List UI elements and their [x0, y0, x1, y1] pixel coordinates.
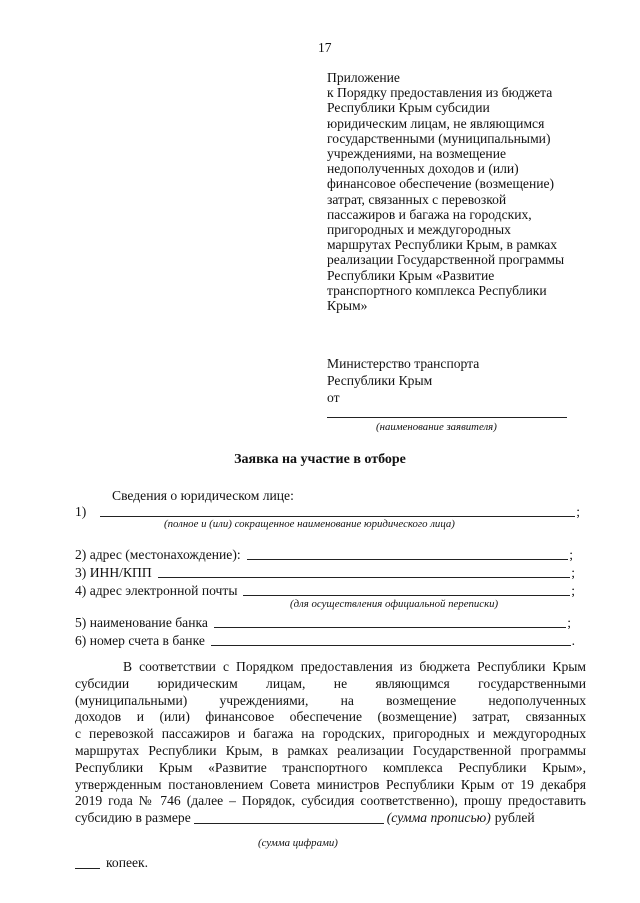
from-label: от — [327, 390, 340, 405]
inn-line[interactable] — [158, 577, 571, 578]
paragraph-line: с перевозкой пассажиров и багажа на городских, пригородных и междугородных — [75, 726, 586, 742]
applicant-hint: (наименование заявителя) — [376, 421, 497, 433]
field-address[interactable] — [75, 546, 573, 563]
paragraph-line: доходов и (или) финансовое обеспечение (возмещение) затрат, связанных — [75, 709, 586, 725]
appendix-line: недополученных доходов и (или) — [327, 161, 519, 177]
appendix-line: Крым» — [327, 298, 368, 314]
line-end: ; — [571, 583, 575, 598]
kopecks-line[interactable] — [75, 868, 100, 869]
bank-label: 5) наименование банка — [75, 615, 208, 630]
appendix-line: финансовое обеспечение (возмещение) — [327, 176, 555, 192]
appendix-line: пригородных и междугородных — [327, 222, 511, 238]
appendix-block — [327, 70, 587, 313]
inn-label: 3) ИНН/КПП — [75, 565, 152, 580]
line-end: ; — [567, 615, 571, 630]
field-email[interactable] — [75, 582, 575, 599]
request-paragraph — [75, 659, 586, 827]
email-label: 4) адрес электронной почты — [75, 583, 238, 598]
subsidy-amount-line — [75, 810, 586, 827]
appendix-line: пассажиров и багажа на городских, — [327, 206, 532, 222]
appendix-line: Приложение — [327, 70, 400, 85]
paragraph-line: (муниципальными) учреждениями, на возмещение недополученных — [75, 692, 586, 708]
paragraph-line: субсидии юридическим лицам, не являющимся государственными — [75, 675, 586, 691]
appendix-line: учреждениями, на возмещение — [327, 146, 507, 162]
recipient-block — [327, 355, 479, 406]
applicant-name-line[interactable] — [327, 417, 567, 418]
address-line[interactable] — [247, 559, 569, 560]
subsidy-prefix: субсидию в размере — [75, 810, 191, 826]
line-end: ; — [571, 565, 575, 580]
kopecks-label: копеек. — [106, 855, 149, 870]
paragraph-line: В соответствии с Порядком предоставления из бюджета Республики Крым — [123, 659, 586, 674]
email-hint: (для осуществления официальной переписки) — [290, 598, 499, 610]
field-account-number[interactable] — [75, 632, 575, 649]
recipient-line: Республики Крым — [327, 373, 433, 388]
field-bank-name[interactable] — [75, 614, 571, 631]
paragraph-line: утвержденным постановлением Совета министров Республики Крым от 19 декабря — [75, 776, 586, 792]
appendix-line: маршрутах Республики Крым, в рамках — [327, 237, 558, 253]
paragraph-line: маршрутах Республики Крым, в рамках реализации Государственной программы — [75, 742, 586, 758]
appendix-line: к Порядку предоставления из бюджета — [327, 85, 553, 101]
item-number: 1) — [75, 504, 87, 519]
address-label: 2) адрес (местонахождение): — [75, 547, 241, 562]
field-inn-kpp[interactable] — [75, 564, 575, 581]
legal-info-heading: Сведения о юридическом лице: — [112, 488, 294, 503]
rubles-label: рублей — [494, 810, 535, 826]
paragraph-line: 2019 года № 746 (далее – Порядок, субсидия соответственно), прошу предоставить — [75, 793, 586, 809]
bank-line[interactable] — [214, 627, 566, 628]
appendix-line: реализации Государственной программы — [327, 252, 565, 268]
legal-name-hint: (полное и (или) сокращенное наименование юридического лица) — [164, 518, 455, 530]
account-line[interactable] — [211, 645, 571, 646]
page-number: 17 — [318, 40, 332, 55]
appendix-line: государственными (муниципальными) — [327, 130, 551, 146]
recipient-line: Министерство транспорта — [327, 356, 480, 371]
amount-in-words-hint: (сумма прописью) — [386, 810, 491, 826]
amount-digits-line[interactable] — [194, 823, 384, 824]
email-line[interactable] — [243, 595, 570, 596]
appendix-line: Республики Крым «Развитие — [327, 267, 495, 283]
appendix-line: юридическим лицам, не являющимся — [327, 115, 545, 131]
appendix-line: транспортного комплекса Республики — [327, 282, 547, 298]
legal-name-line[interactable] — [100, 516, 575, 517]
appendix-line: затрат, связанных с перевозкой — [327, 191, 507, 207]
line-end: ; — [569, 547, 573, 562]
paragraph-line: Республики Крым «Развитие транспортного комплекса Республики Крым», — [75, 759, 586, 775]
form-title: Заявка на участие в отборе — [234, 452, 406, 467]
line-end: ; — [576, 504, 580, 519]
amount-in-digits-hint: (сумма цифрами) — [258, 837, 338, 849]
account-label: 6) номер счета в банке — [75, 633, 205, 648]
line-end: . — [571, 633, 575, 648]
appendix-line: Республики Крым субсидии — [327, 100, 490, 116]
